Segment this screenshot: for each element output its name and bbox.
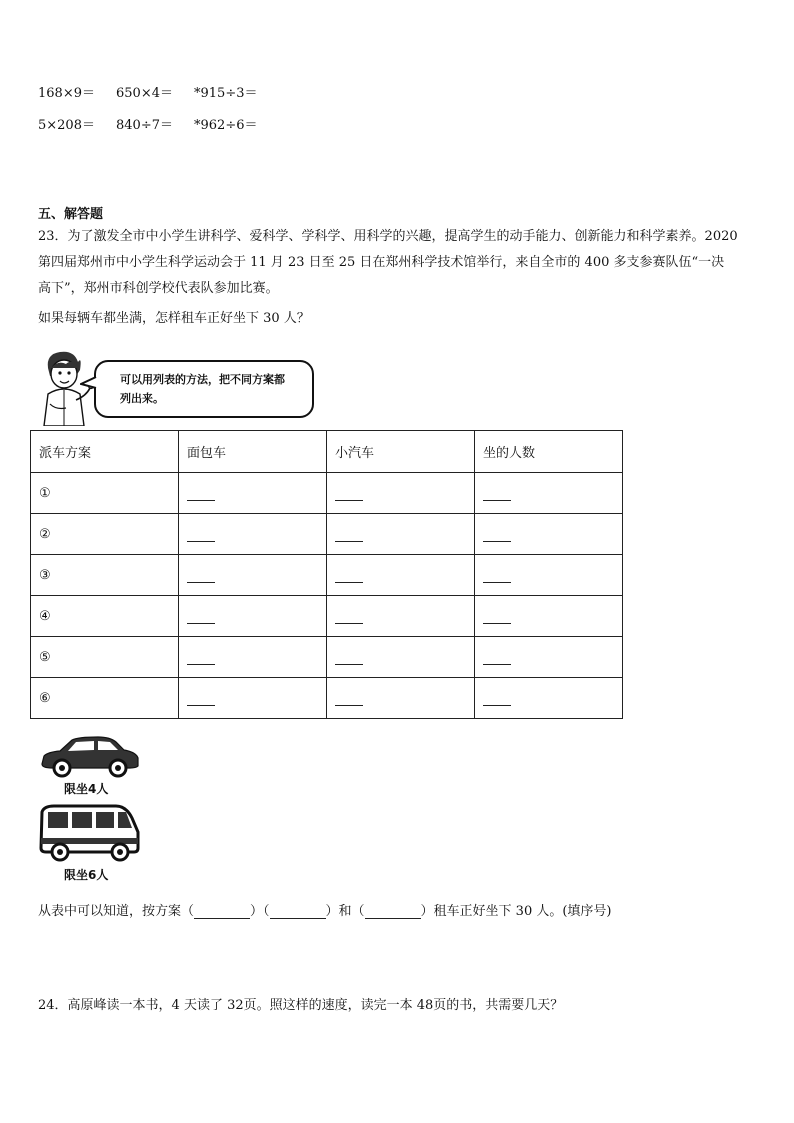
plan-number: ④ <box>31 596 179 637</box>
answer-blank[interactable] <box>187 691 215 706</box>
section-title: 五、解答题 <box>38 207 104 222</box>
car-blank-cell <box>327 473 475 514</box>
answer-blank[interactable] <box>483 650 511 665</box>
answer-blank[interactable] <box>187 486 215 501</box>
people-blank-cell <box>475 596 623 637</box>
plan-number: ③ <box>31 555 179 596</box>
question-24-text: 24．高原峰读一本书，4 天读了 32页。照这样的速度，读完一本 48页的书，共需要几天？ <box>38 998 564 1013</box>
header-car: 小汽车 <box>327 431 475 473</box>
answer-suffix: ）租车正好坐下 30 人。(填序号) <box>420 904 612 919</box>
answer-blank[interactable] <box>483 691 511 706</box>
calc-item: *915÷3＝ <box>194 86 258 101</box>
car-blank-cell <box>327 637 475 678</box>
q23-line-3: 高下”，郑州市科创学校代表队参加比赛。 <box>38 281 279 296</box>
answer-blank[interactable] <box>335 650 363 665</box>
table-row <box>31 555 623 596</box>
van-caption: 限坐6人 <box>64 868 109 882</box>
plan-number: ⑥ <box>31 678 179 719</box>
people-blank-cell <box>475 473 623 514</box>
calc-item: 168×9＝ <box>38 86 95 101</box>
answer-blank[interactable] <box>365 904 421 919</box>
calc-item: *962÷6＝ <box>194 118 258 133</box>
table-header-row <box>31 431 623 473</box>
table-row <box>31 678 623 719</box>
van-blank-cell <box>179 637 327 678</box>
car-blank-cell <box>327 555 475 596</box>
answer-blank[interactable] <box>483 609 511 624</box>
q23-question: 如果每辆车都坐满，怎样租车正好坐下 30 人？ <box>38 311 310 326</box>
speech-bubble-tail <box>80 376 98 390</box>
car-blank-cell <box>327 514 475 555</box>
table-row <box>31 514 623 555</box>
answer-blank[interactable] <box>483 486 511 501</box>
van-blank-cell <box>179 596 327 637</box>
plan-number: ② <box>31 514 179 555</box>
table-row <box>31 637 623 678</box>
calc-item: 650×4＝ <box>116 86 173 101</box>
plan-number: ⑤ <box>31 637 179 678</box>
van-blank-cell <box>179 555 327 596</box>
answer-blank[interactable] <box>483 568 511 583</box>
header-people: 坐的人数 <box>475 431 623 473</box>
q23-line-2: 第四届郑州市中小学生科学运动会于 11 月 23 日至 25 日在郑州科学技术馆举行，来自全市的 400 多支参赛队伍“一决 <box>38 255 725 270</box>
table-row <box>31 596 623 637</box>
question-23-text <box>38 224 758 332</box>
speech-bubble <box>94 360 314 418</box>
answer-blank[interactable] <box>483 527 511 542</box>
answer-blank[interactable] <box>335 486 363 501</box>
calc-item: 840÷7＝ <box>116 118 173 133</box>
van-blank-cell <box>179 678 327 719</box>
answer-blank[interactable] <box>335 691 363 706</box>
people-blank-cell <box>475 678 623 719</box>
answer-mid-2: ）和（ <box>325 904 365 919</box>
van-blank-cell <box>179 473 327 514</box>
answer-sentence <box>38 900 612 919</box>
answer-blank[interactable] <box>187 650 215 665</box>
bubble-line-1: 可以用列表的方法，把不同方案都 <box>120 373 285 386</box>
bubble-line-2: 列出来。 <box>120 392 164 405</box>
people-blank-cell <box>475 637 623 678</box>
answer-blank[interactable] <box>187 527 215 542</box>
q23-line-1: 23．为了激发全市中小学生讲科学、爱科学、学科学、用科学的兴趣，提高学生的动手能力、创新能力和科学素养。2020 <box>38 229 738 244</box>
answer-blank[interactable] <box>187 609 215 624</box>
calc-item: 5×208＝ <box>38 118 95 133</box>
header-plan: 派车方案 <box>31 431 179 473</box>
people-blank-cell <box>475 514 623 555</box>
people-blank-cell <box>475 555 623 596</box>
car-blank-cell <box>327 678 475 719</box>
answer-blank[interactable] <box>335 568 363 583</box>
answer-blank[interactable] <box>187 568 215 583</box>
answer-mid-1: ）（ <box>250 904 270 919</box>
table-row <box>31 473 623 514</box>
answer-blank[interactable] <box>270 904 326 919</box>
car-blank-cell <box>327 596 475 637</box>
car-caption: 限坐4人 <box>64 782 109 796</box>
car-illustration <box>38 734 142 780</box>
answer-blank[interactable] <box>335 609 363 624</box>
answer-blank[interactable] <box>335 527 363 542</box>
answer-prefix: 从表中可以知道，按方案（ <box>38 904 195 919</box>
answer-blank[interactable] <box>194 904 250 919</box>
plan-table <box>30 430 623 719</box>
van-blank-cell <box>179 514 327 555</box>
van-illustration <box>38 804 142 862</box>
header-van: 面包车 <box>179 431 327 473</box>
plan-number: ① <box>31 473 179 514</box>
